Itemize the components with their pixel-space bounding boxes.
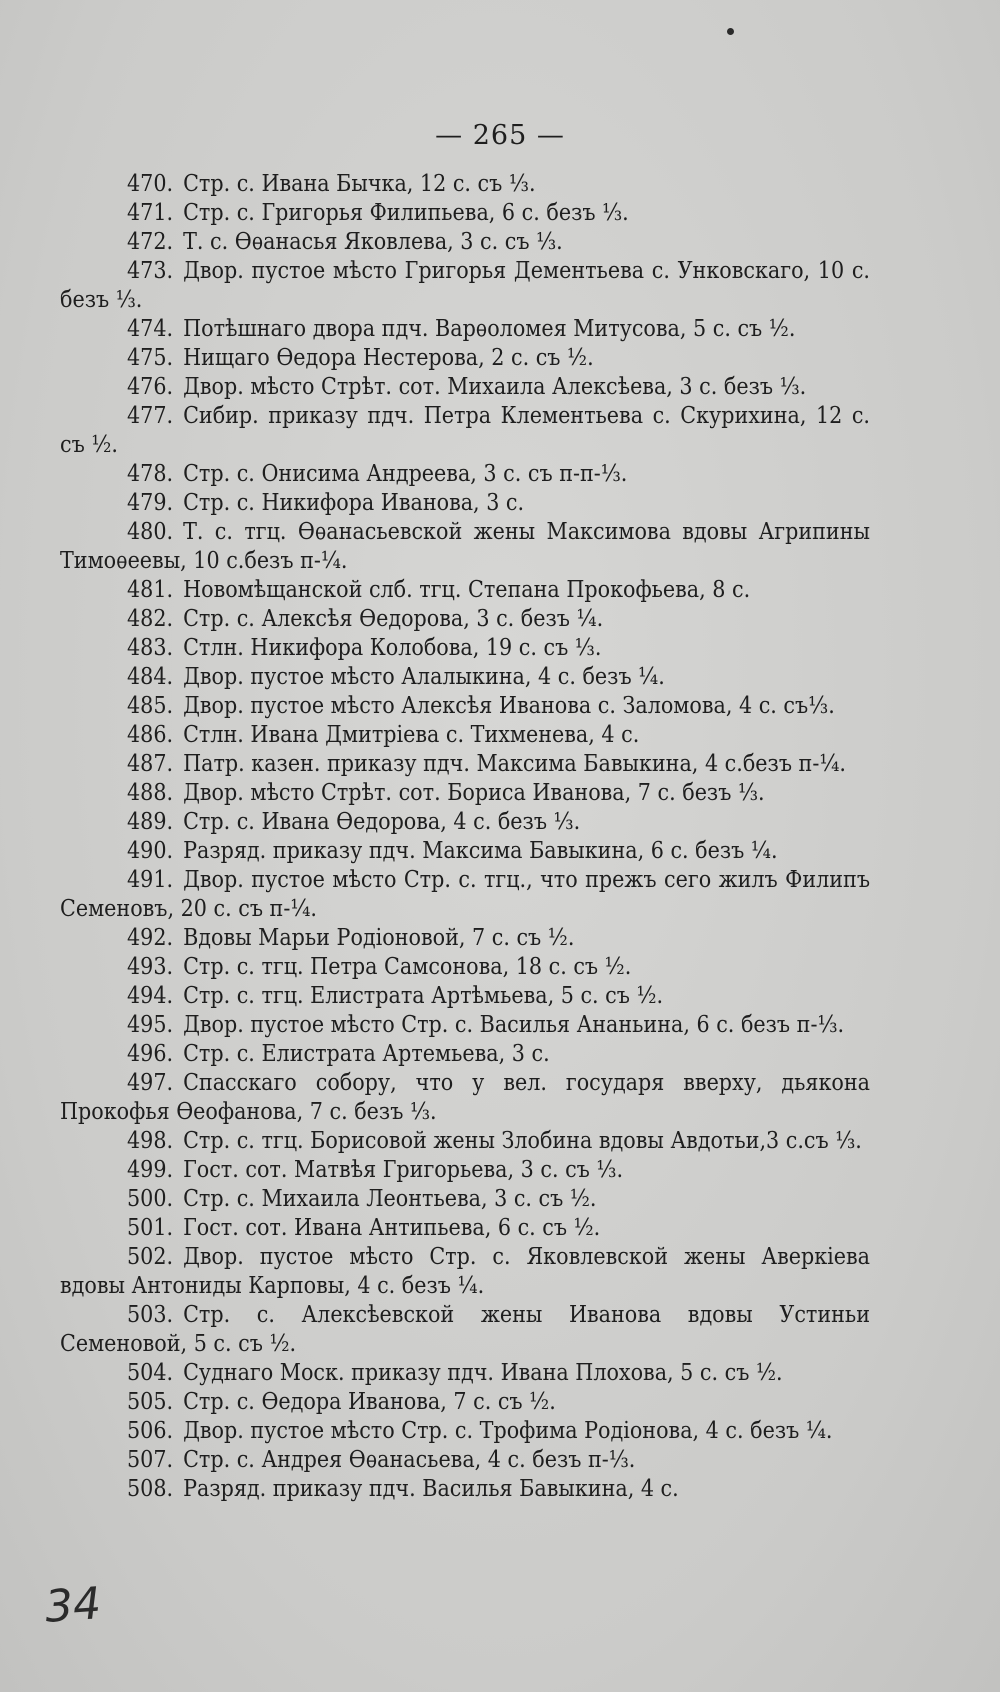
list-item xyxy=(60,1446,870,1475)
entry-number: 490. xyxy=(127,838,174,864)
list-item xyxy=(60,953,870,982)
list-item xyxy=(60,257,870,315)
entry-text: Стлн. Ивана Дмитріева с. Тихменева, 4 с. xyxy=(183,722,640,748)
entry-number: 489. xyxy=(127,809,174,835)
entry-number: 497. xyxy=(127,1070,174,1096)
entry-text: Новомѣщанской слб. тгц. Степана Прокофьева, 8 с. xyxy=(183,577,751,603)
list-item xyxy=(60,170,870,199)
entry-text: Двор. пустое мѣсто Стр. с. Василья Ананьина, 6 с. безъ п-⅓. xyxy=(183,1012,845,1038)
entry-number: 507. xyxy=(127,1447,174,1473)
entry-text: Двор. пустое мѣсто Стр. с. тгц., что прежъ сего жилъ Филипъ Семеновъ, 20 с. съ п-¼. xyxy=(60,867,870,922)
list-item xyxy=(60,663,870,692)
list-item xyxy=(60,808,870,837)
entry-text: Двор. пустое мѣсто Стр. с. Трофима Родіонова, 4 с. безъ ¼. xyxy=(183,1418,833,1444)
entry-number: 473. xyxy=(127,258,174,284)
list-item xyxy=(60,228,870,257)
entry-text: Разряд. приказу пдч. Максима Бавыкина, 6 с. безъ ¼. xyxy=(183,838,778,864)
entry-text: Вдовы Марьи Родіоновой, 7 с. съ ½. xyxy=(183,925,575,951)
entry-number: 504. xyxy=(127,1360,174,1386)
list-item xyxy=(60,1214,870,1243)
list-item xyxy=(60,1417,870,1446)
list-item xyxy=(60,402,870,460)
entry-text: Стр. с. Григорья Филипьева, 6 с. безъ ⅓. xyxy=(183,200,629,226)
list-item xyxy=(60,982,870,1011)
entry-text: Стлн. Никифора Колобова, 19 с. съ ⅓. xyxy=(183,635,602,661)
entry-number: 491. xyxy=(127,867,174,893)
handwritten-note: 34 xyxy=(43,1578,103,1633)
entry-text: Стр. с. Елистрата Артемьева, 3 с. xyxy=(183,1041,550,1067)
list-item xyxy=(60,1301,870,1359)
entry-text: Нищаго Ѳедора Нестерова, 2 с. съ ½. xyxy=(183,345,594,371)
entry-text: Т. с. тгц. Ѳѳанасьевской жены Максимова вдовы Агрипины Тимоѳеевы, 10 с.безъ п-¼. xyxy=(60,519,870,574)
entry-text: Стр. с. Ивана Бычка, 12 с. съ ⅓. xyxy=(183,171,536,197)
entry-number: 476. xyxy=(127,374,174,400)
list-item xyxy=(60,489,870,518)
entry-number: 499. xyxy=(127,1157,174,1183)
entry-number: 477. xyxy=(127,403,174,429)
entry-number: 484. xyxy=(127,664,174,690)
list-item xyxy=(60,460,870,489)
entry-number: 496. xyxy=(127,1041,174,1067)
entry-number: 481. xyxy=(127,577,174,603)
entry-number: 501. xyxy=(127,1215,174,1241)
list-item xyxy=(60,1040,870,1069)
entry-number: 480. xyxy=(127,519,174,545)
entry-text: Двор. пустое мѣсто Стр. с. Яковлевской жены Аверкіева вдовы Антониды Карповы, 4 с. безъ ¼. xyxy=(60,1244,870,1299)
entry-text: Стр. с. тгц. Елистрата Артѣмьева, 5 с. съ ½. xyxy=(183,983,664,1009)
entry-text: Двор. пустое мѣсто Алексѣя Иванова с. Заломова, 4 с. съ⅓. xyxy=(183,693,835,719)
entry-number: 478. xyxy=(127,461,174,487)
list-item xyxy=(60,1243,870,1301)
entry-number: 508. xyxy=(127,1476,174,1502)
entry-text: Двор. пустое мѣсто Алалыкина, 4 с. безъ ¼. xyxy=(183,664,665,690)
list-item xyxy=(60,518,870,576)
entry-number: 505. xyxy=(127,1389,174,1415)
list-item xyxy=(60,199,870,228)
entry-number: 482. xyxy=(127,606,174,632)
entry-number: 488. xyxy=(127,780,174,806)
entry-number: 479. xyxy=(127,490,174,516)
entry-number: 494. xyxy=(127,983,174,1009)
list-item xyxy=(60,924,870,953)
entry-number: 492. xyxy=(127,925,174,951)
list-item xyxy=(60,1388,870,1417)
entry-number: 483. xyxy=(127,635,174,661)
entry-text: Стр. с. тгц. Борисовой жены Злобина вдовы Авдотьи,3 с.съ ⅓. xyxy=(183,1128,862,1154)
entry-text: Разряд. приказу пдч. Василья Бавыкина, 4 с. xyxy=(183,1476,679,1502)
page-number: — 265 — xyxy=(435,120,565,151)
list-item xyxy=(60,721,870,750)
entry-text: Стр. с. Михаила Леонтьева, 3 с. съ ½. xyxy=(183,1186,597,1212)
entry-text: Т. с. Ѳѳанасья Яковлева, 3 с. съ ⅓. xyxy=(183,229,563,255)
entry-text: Стр. с. Никифора Иванова, 3 с. xyxy=(183,490,525,516)
list-item xyxy=(60,1127,870,1156)
entry-number: 503. xyxy=(127,1302,174,1328)
entry-text: Стр. с. Андрея Ѳѳанасьева, 4 с. безъ п-⅓. xyxy=(183,1447,636,1473)
entry-list xyxy=(60,170,870,1504)
entry-number: 475. xyxy=(127,345,174,371)
list-item xyxy=(60,837,870,866)
entry-text: Двор. пустое мѣсто Григорья Дементьева с. Унковскаго, 10 с. безъ ⅓. xyxy=(60,258,870,313)
entry-number: 487. xyxy=(127,751,174,777)
entry-text: Гост. сот. Матвѣя Григорьева, 3 с. съ ⅓. xyxy=(183,1157,624,1183)
entry-text: Стр. с. Онисима Андреева, 3 с. съ п-п-⅓. xyxy=(183,461,628,487)
entry-number: 498. xyxy=(127,1128,174,1154)
entry-number: 506. xyxy=(127,1418,174,1444)
list-item xyxy=(60,373,870,402)
entry-text: Потѣшнаго двора пдч. Варѳоломея Митусова, 5 с. съ ½. xyxy=(183,316,796,342)
list-item xyxy=(60,315,870,344)
list-item xyxy=(60,1185,870,1214)
entry-number: 472. xyxy=(127,229,174,255)
entry-number: 474. xyxy=(127,316,174,342)
list-item xyxy=(60,779,870,808)
entry-number: 470. xyxy=(127,171,174,197)
list-item xyxy=(60,605,870,634)
entry-text: Стр. с. Ивана Ѳедорова, 4 с. безъ ⅓. xyxy=(183,809,581,835)
ink-dot xyxy=(727,28,734,35)
entry-text: Сибир. приказу пдч. Петра Клементьева с. Скурихина, 12 с. съ ½. xyxy=(60,403,870,458)
entry-number: 495. xyxy=(127,1012,174,1038)
entry-number: 493. xyxy=(127,954,174,980)
list-item xyxy=(60,634,870,663)
list-item xyxy=(60,1475,870,1504)
entry-text: Двор. мѣсто Стрѣт. сот. Бориса Иванова, 7 с. безъ ⅓. xyxy=(183,780,765,806)
list-item xyxy=(60,1011,870,1040)
entry-number: 486. xyxy=(127,722,174,748)
list-item xyxy=(60,692,870,721)
entry-text: Стр. с. тгц. Петра Самсонова, 18 с. съ ½. xyxy=(183,954,632,980)
list-item xyxy=(60,576,870,605)
entry-text: Двор. мѣсто Стрѣт. сот. Михаила Алексѣева, 3 с. безъ ⅓. xyxy=(183,374,807,400)
entry-text: Спасскаго собору, что у вел. государя вверху, дьякона Прокофья Ѳеофанова, 7 с. безъ ⅓. xyxy=(60,1070,870,1125)
entry-text: Стр. с. Алексѣя Ѳедорова, 3 с. безъ ¼. xyxy=(183,606,604,632)
list-item xyxy=(60,1069,870,1127)
entry-number: 502. xyxy=(127,1244,174,1270)
entry-text: Стр. с. Алексѣевской жены Иванова вдовы Устиньи Семеновой, 5 с. съ ½. xyxy=(60,1302,870,1357)
entry-text: Суднаго Моск. приказу пдч. Ивана Плохова, 5 с. съ ½. xyxy=(183,1360,783,1386)
list-item xyxy=(60,750,870,779)
entry-number: 485. xyxy=(127,693,174,719)
list-item xyxy=(60,344,870,373)
list-item xyxy=(60,866,870,924)
list-item xyxy=(60,1156,870,1185)
entry-number: 471. xyxy=(127,200,174,226)
entry-number: 500. xyxy=(127,1186,174,1212)
entry-text: Гост. сот. Ивана Антипьева, 6 с. съ ½. xyxy=(183,1215,601,1241)
entry-text: Патр. казен. приказу пдч. Максима Бавыкина, 4 с.безъ п-¼. xyxy=(183,751,846,777)
list-item xyxy=(60,1359,870,1388)
entry-text: Стр. с. Ѳедора Иванова, 7 с. съ ½. xyxy=(183,1389,556,1415)
